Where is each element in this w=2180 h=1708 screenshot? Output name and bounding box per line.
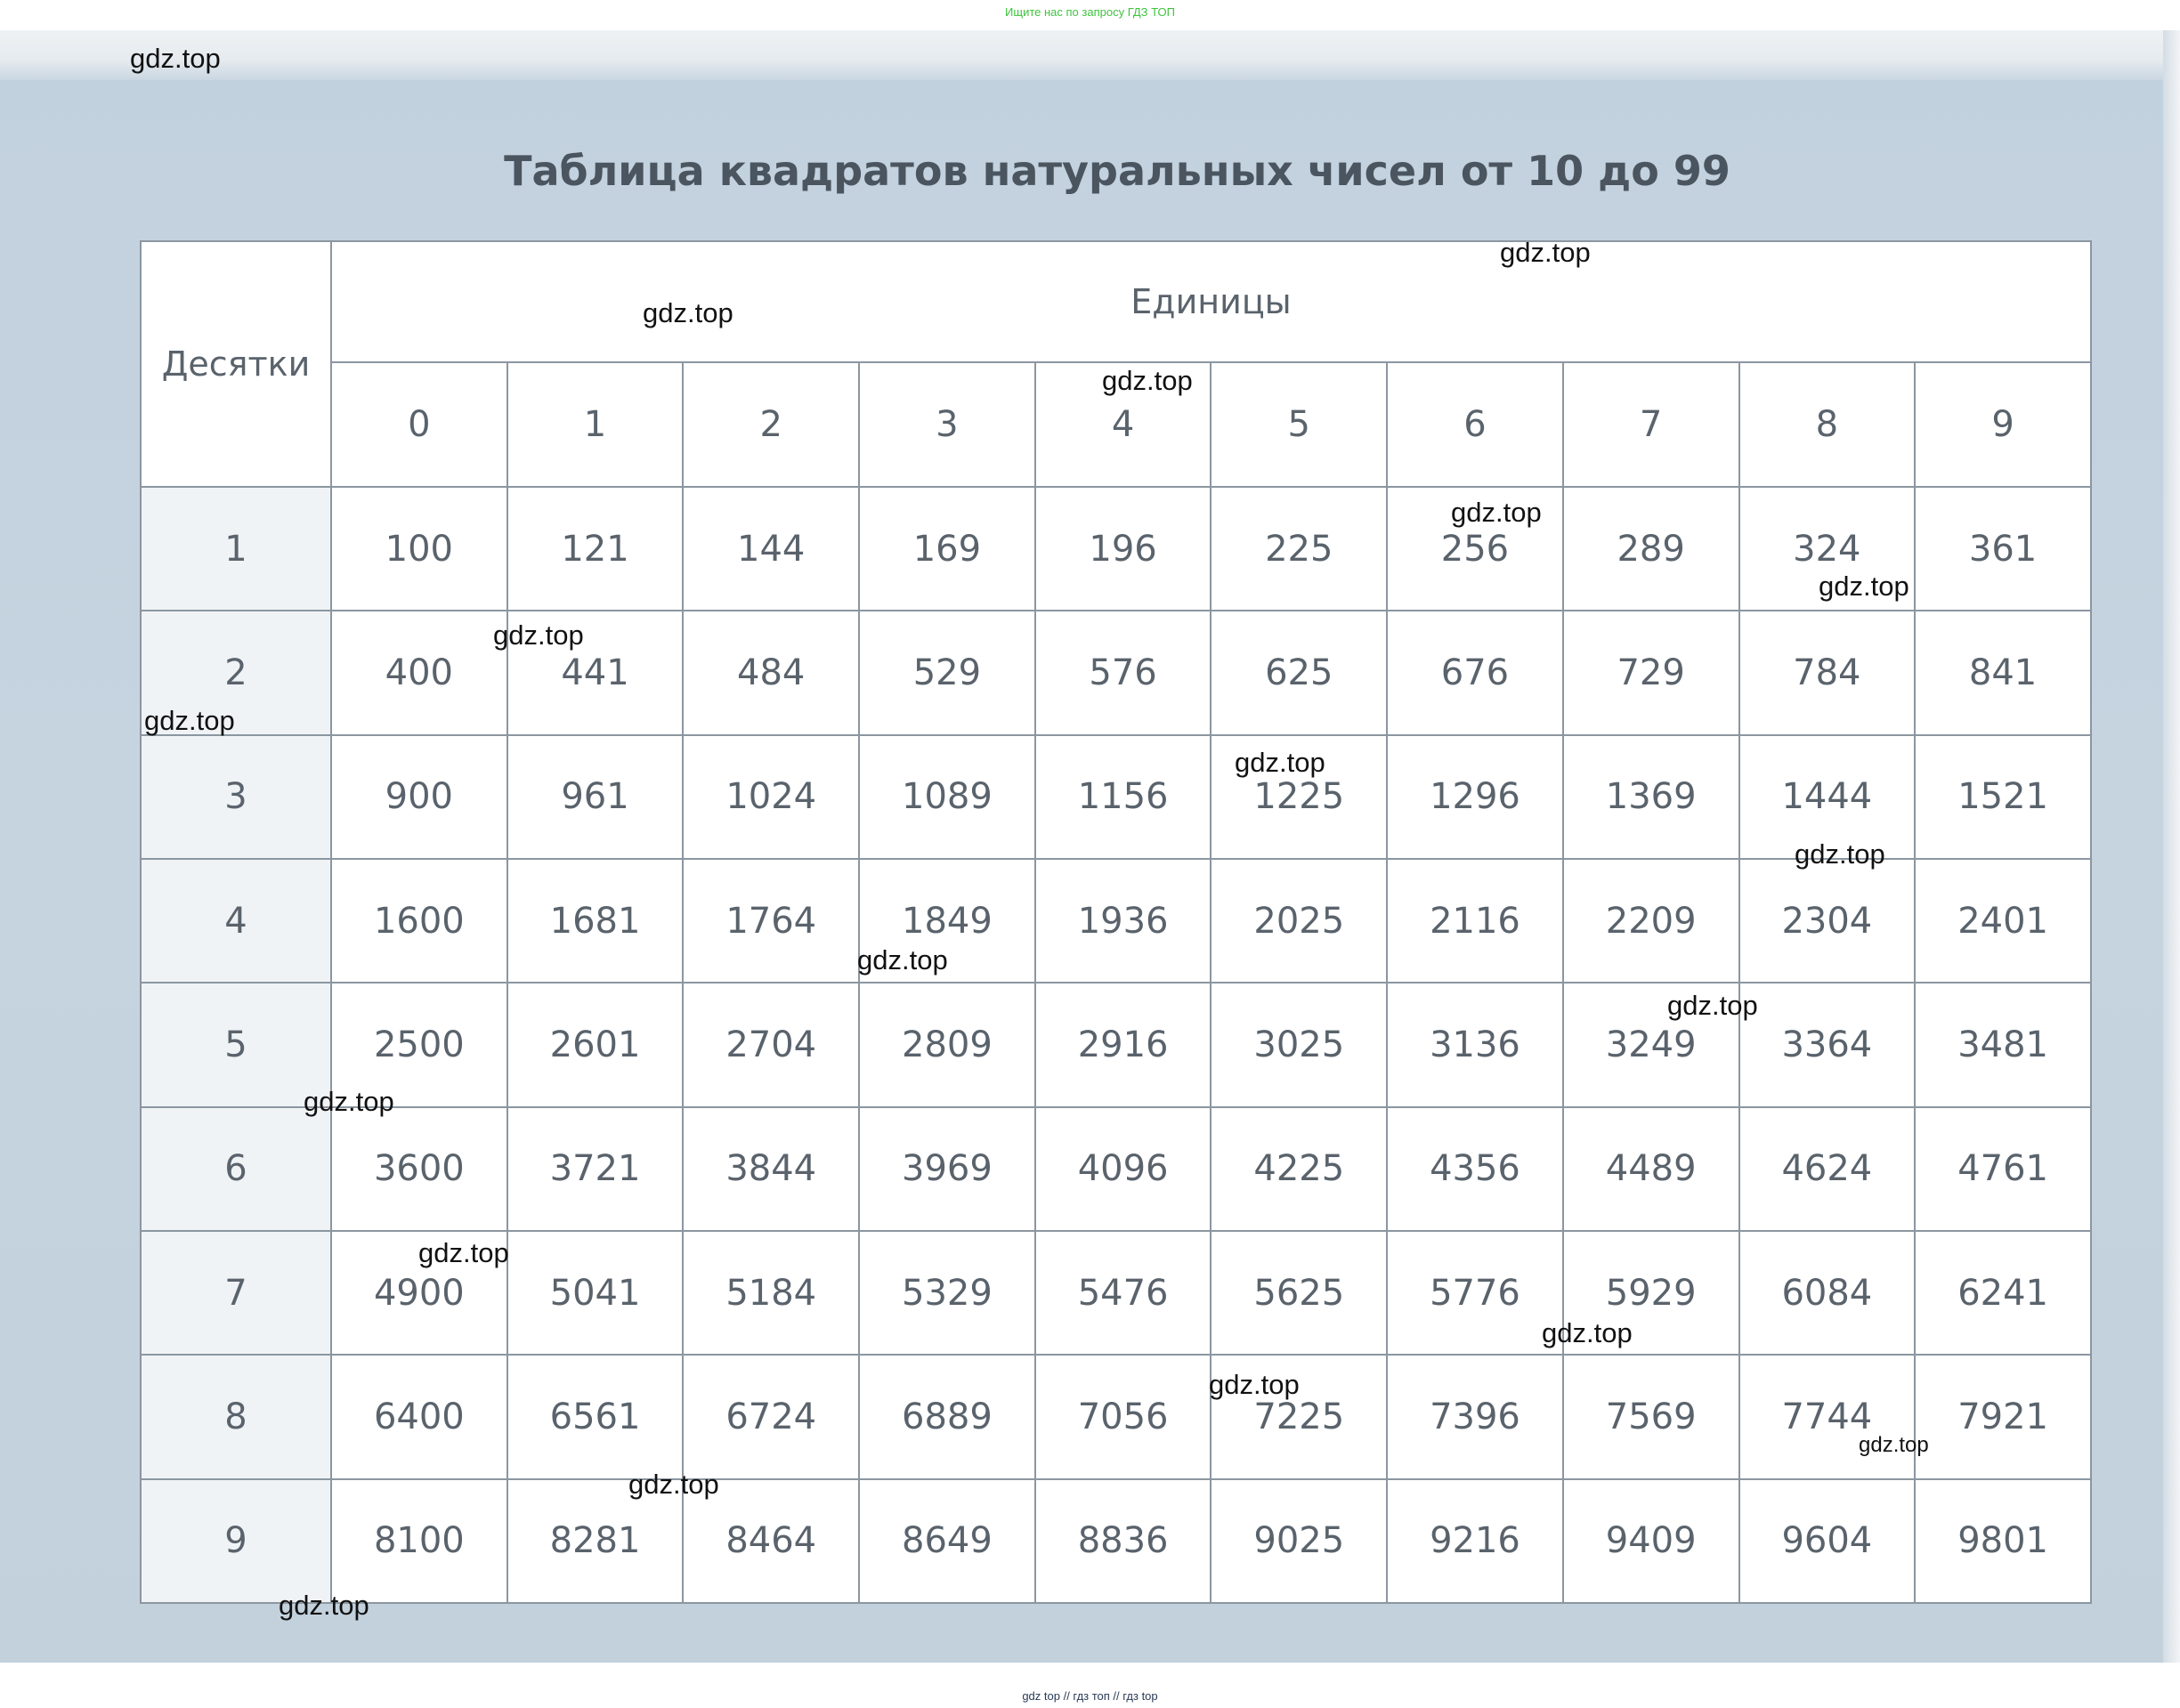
unit-header-1: 1 — [507, 362, 684, 487]
square-cell: 2601 — [507, 983, 684, 1106]
square-cell: 5329 — [859, 1231, 1035, 1355]
square-cell: 9409 — [1563, 1479, 1739, 1603]
square-cell: 8100 — [331, 1479, 507, 1603]
squares-table — [140, 240, 2092, 1604]
square-cell: 5184 — [683, 1231, 859, 1355]
square-cell: 2304 — [1739, 859, 1916, 983]
tens-cell: 9 — [141, 1479, 331, 1603]
tens-cell: 4 — [141, 859, 331, 983]
watermark: gdz.top — [628, 1469, 719, 1500]
page-title: Таблица квадратов натуральных чисел от 10 до 99 — [504, 147, 1730, 195]
square-cell: 1521 — [1915, 735, 2091, 859]
square-cell: 5929 — [1563, 1231, 1739, 1355]
units-header: Единицы — [331, 241, 2091, 362]
square-cell: 1089 — [859, 735, 1035, 859]
square-cell: 225 — [1211, 487, 1387, 611]
tens-cell: 5 — [141, 983, 331, 1106]
square-cell: 484 — [683, 611, 859, 734]
square-cell: 2025 — [1211, 859, 1387, 983]
unit-header-5: 5 — [1211, 362, 1387, 487]
square-cell: 2916 — [1035, 983, 1212, 1106]
square-cell: 729 — [1563, 611, 1739, 734]
square-cell: 7056 — [1035, 1355, 1212, 1478]
square-cell: 529 — [859, 611, 1035, 734]
square-cell: 4624 — [1739, 1107, 1916, 1231]
square-cell: 7744 — [1739, 1355, 1916, 1478]
table-row — [141, 1355, 2091, 1478]
square-cell: 3249 — [1563, 983, 1739, 1106]
square-cell: 441 — [507, 611, 684, 734]
unit-header-9: 9 — [1915, 362, 2091, 487]
square-cell: 3025 — [1211, 983, 1387, 1106]
watermark: gdz.top — [1235, 747, 1325, 778]
watermark: gdz.top — [493, 619, 584, 651]
square-cell: 1225 — [1211, 735, 1387, 859]
tens-cell: 7 — [141, 1231, 331, 1355]
square-cell: 6889 — [859, 1355, 1035, 1478]
table-row — [141, 859, 2091, 983]
square-cell: 961 — [507, 735, 684, 859]
square-cell: 576 — [1035, 611, 1212, 734]
square-cell: 4489 — [1563, 1107, 1739, 1231]
square-cell: 1764 — [683, 859, 859, 983]
square-cell: 361 — [1915, 487, 2091, 611]
page-top-strip — [0, 30, 2180, 80]
square-cell: 196 — [1035, 487, 1212, 611]
square-cell: 3721 — [507, 1107, 684, 1231]
table-row — [141, 1479, 2091, 1603]
square-cell: 7396 — [1387, 1355, 1563, 1478]
square-cell: 3364 — [1739, 983, 1916, 1106]
square-cell: 676 — [1387, 611, 1563, 734]
square-cell: 7921 — [1915, 1355, 2091, 1478]
watermark: gdz.top — [1819, 571, 1909, 602]
square-cell: 625 — [1211, 611, 1387, 734]
square-cell: 2401 — [1915, 859, 2091, 983]
tens-cell: 2 — [141, 611, 331, 734]
square-cell: 1849 — [859, 859, 1035, 983]
unit-header-4: 4 — [1035, 362, 1212, 487]
watermark: gdz.top — [304, 1086, 394, 1117]
square-cell: 400 — [331, 611, 507, 734]
square-cell: 3844 — [683, 1107, 859, 1231]
square-cell: 9216 — [1387, 1479, 1563, 1603]
watermark: gdz.top — [1209, 1369, 1300, 1400]
square-cell: 9801 — [1915, 1479, 2091, 1603]
square-cell: 1681 — [507, 859, 684, 983]
square-cell: 8281 — [507, 1479, 684, 1603]
square-cell: 169 — [859, 487, 1035, 611]
square-cell: 6724 — [683, 1355, 859, 1478]
unit-header-3: 3 — [859, 362, 1035, 487]
table-row — [141, 983, 2091, 1106]
square-cell: 1369 — [1563, 735, 1739, 859]
watermark: gdz.top — [144, 705, 235, 736]
tens-cell: 1 — [141, 487, 331, 611]
square-cell: 3481 — [1915, 983, 2091, 1106]
square-cell: 6241 — [1915, 1231, 2091, 1355]
unit-header-6: 6 — [1387, 362, 1563, 487]
square-cell: 121 — [507, 487, 684, 611]
watermark: gdz.top — [643, 297, 733, 328]
watermark: gdz.top — [1667, 990, 1758, 1021]
square-cell: 3600 — [331, 1107, 507, 1231]
table-row — [141, 487, 2091, 611]
square-cell: 4225 — [1211, 1107, 1387, 1231]
square-cell: 5776 — [1387, 1231, 1563, 1355]
square-cell: 6400 — [331, 1355, 507, 1478]
square-cell: 6561 — [507, 1355, 684, 1478]
square-cell: 9025 — [1211, 1479, 1387, 1603]
square-cell: 6084 — [1739, 1231, 1916, 1355]
square-cell: 1296 — [1387, 735, 1563, 859]
square-cell: 1156 — [1035, 735, 1212, 859]
square-cell: 4356 — [1387, 1107, 1563, 1231]
square-cell: 2809 — [859, 983, 1035, 1106]
square-cell: 3136 — [1387, 983, 1563, 1106]
table-header-row — [141, 241, 2091, 362]
square-cell: 324 — [1739, 487, 1916, 611]
watermark: gdz.top — [1102, 365, 1193, 396]
square-cell: 2704 — [683, 983, 859, 1106]
square-cell: 900 — [331, 735, 507, 859]
square-cell: 841 — [1915, 611, 2091, 734]
square-cell: 144 — [683, 487, 859, 611]
square-cell: 8836 — [1035, 1479, 1212, 1603]
square-cell: 4096 — [1035, 1107, 1212, 1231]
square-cell: 289 — [1563, 487, 1739, 611]
square-cell: 3969 — [859, 1107, 1035, 1231]
watermark: gdz.top — [1451, 497, 1542, 528]
watermark: gdz.top — [418, 1237, 509, 1268]
unit-header-7: 7 — [1563, 362, 1739, 487]
square-cell: 2500 — [331, 983, 507, 1106]
square-cell: 1600 — [331, 859, 507, 983]
square-cell: 2116 — [1387, 859, 1563, 983]
watermark: gdz.top — [1795, 838, 1885, 870]
tens-cell: 8 — [141, 1355, 331, 1478]
table-row — [141, 611, 2091, 734]
tens-header: Десятки — [141, 241, 331, 487]
watermark: gdz.top — [130, 43, 221, 74]
square-cell: 2209 — [1563, 859, 1739, 983]
square-cell: 1444 — [1739, 735, 1916, 859]
square-cell: 8464 — [683, 1479, 859, 1603]
tens-cell: 3 — [141, 735, 331, 859]
square-cell: 4900 — [331, 1231, 507, 1355]
square-cell: 9604 — [1739, 1479, 1916, 1603]
watermark: gdz.top — [1500, 237, 1591, 268]
square-cell: 5041 — [507, 1231, 684, 1355]
unit-header-2: 2 — [683, 362, 859, 487]
square-cell: 5476 — [1035, 1231, 1212, 1355]
footer-links[interactable]: gdz top // гдз топ // гдз top — [1022, 1689, 1158, 1703]
square-cell: 5625 — [1211, 1231, 1387, 1355]
page-right-edge — [2163, 30, 2180, 1663]
watermark: gdz.top — [279, 1590, 369, 1621]
square-cell: 8649 — [859, 1479, 1035, 1603]
square-cell: 784 — [1739, 611, 1916, 734]
square-cell: 1936 — [1035, 859, 1212, 983]
watermark: gdz.top — [857, 944, 948, 975]
square-cell: 4761 — [1915, 1107, 2091, 1231]
top-banner[interactable]: Ищите нас по запросу ГДЗ ТОП — [1005, 5, 1175, 19]
unit-header-8: 8 — [1739, 362, 1916, 487]
square-cell: 7225 — [1211, 1355, 1387, 1478]
unit-header-0: 0 — [331, 362, 507, 487]
tens-cell: 6 — [141, 1107, 331, 1231]
watermark: gdz.top — [1542, 1317, 1633, 1348]
square-cell: 7569 — [1563, 1355, 1739, 1478]
square-cell: 256 — [1387, 487, 1563, 611]
watermark: gdz.top — [1859, 1433, 1929, 1457]
square-cell: 1024 — [683, 735, 859, 859]
table-row — [141, 1107, 2091, 1231]
square-cell: 100 — [331, 487, 507, 611]
